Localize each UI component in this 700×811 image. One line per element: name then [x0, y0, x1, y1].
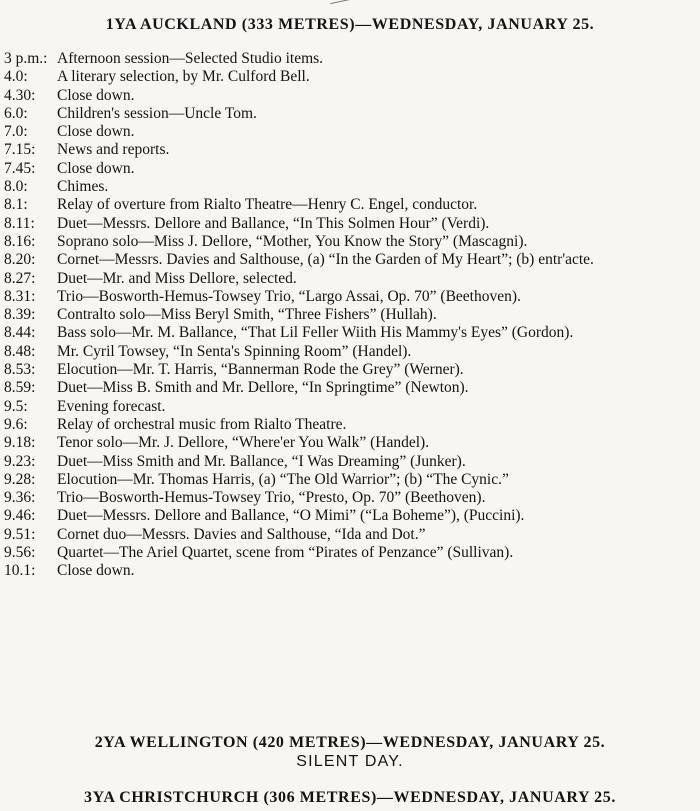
schedule-time: 9.18:: [4, 434, 36, 452]
schedule-text: Elocution—Mr. T. Harris, “Bannerman Rode the Grey” (Werner).: [57, 361, 464, 379]
schedule-time: 8.0:: [4, 178, 28, 196]
schedule-time: 8.16:: [4, 232, 36, 250]
schedule-text: Duet—Messrs. Dellore and Ballance, “In This Solmen Hour” (Verdi).: [57, 214, 490, 232]
schedule-text: Contralto solo—Miss Beryl Smith, “Three Fishers” (Hullah).: [57, 306, 437, 324]
schedule-text: Evening forecast.: [57, 397, 166, 415]
schedule-time: 4.0:: [4, 68, 28, 86]
schedule-text: Relay of overture from Rialto Theatre—Henry C. Engel, conductor.: [57, 196, 478, 214]
schedule-item: [4, 141, 694, 159]
schedule-text: Close down.: [57, 562, 135, 580]
schedule-text: Chimes.: [57, 178, 109, 196]
station2-note: SILENT DAY.: [296, 753, 404, 770]
schedule-item: [4, 379, 694, 397]
schedule-item: [4, 178, 694, 196]
schedule-time: 9.23:: [4, 452, 36, 470]
schedule-time: 9.5:: [4, 397, 28, 415]
schedule-time: 8.20:: [4, 251, 36, 269]
schedule-time: 8.44:: [4, 324, 36, 342]
schedule-time: 6.0:: [4, 104, 28, 122]
schedule-item: [4, 306, 694, 324]
schedule-item: [4, 562, 694, 580]
schedule-time: 9.56:: [4, 544, 36, 562]
schedule-item: [4, 270, 694, 288]
schedule-item: [4, 160, 694, 178]
schedule-item: [4, 87, 694, 105]
schedule-text: Close down.: [57, 159, 135, 177]
schedule-text: Duet—Messrs. Dellore and Ballance, “O Mimi” (“La Boheme”), (Puccini).: [57, 507, 525, 525]
schedule-item: [4, 324, 694, 342]
schedule-time: 10.1:: [4, 562, 36, 580]
schedule-text: Duet—Mr. and Miss Dellore, selected.: [57, 269, 297, 287]
schedule-text: A literary selection, by Mr. Culford Bell.: [57, 68, 310, 86]
schedule-text: Elocution—Mr. Thomas Harris, (a) “The Old Warrior”; (b) “The Cynic.”: [57, 470, 509, 488]
schedule-item: [4, 434, 694, 452]
schedule-text: Trio—Bosworth-Hemus-Towsey Trio, “Largo Assai, Op. 70” (Beethoven).: [57, 287, 521, 305]
schedule-item: [4, 251, 694, 269]
schedule-text: Duet—Miss B. Smith and Mr. Dellore, “In Springtime” (Newton).: [57, 379, 469, 397]
schedule-time: 8.31:: [4, 287, 36, 305]
schedule-time: 9.51:: [4, 525, 36, 543]
schedule-item: [4, 416, 694, 434]
schedule-item: [4, 123, 694, 141]
schedule-time: 8.11:: [4, 214, 35, 232]
schedule-time: 7.45:: [4, 159, 36, 177]
schedule-time: 8.1:: [4, 196, 28, 214]
schedule-item: [4, 105, 694, 123]
schedule-text: Bass solo—Mr. M. Ballance, “That Lil Feller Wiith His Mammy's Eyes” (Gordon).: [57, 324, 574, 342]
schedule-item: [4, 361, 694, 379]
top-rule: [330, 0, 360, 4]
schedule-item: [4, 398, 694, 416]
schedule-item: [4, 50, 694, 68]
schedule-time: 8.27:: [4, 269, 36, 287]
schedule-text: Children's session—Uncle Tom.: [57, 104, 257, 122]
station1-schedule: [4, 50, 694, 581]
schedule-item: [4, 471, 694, 489]
schedule-time: 7.15:: [4, 141, 36, 159]
schedule-item: [4, 544, 694, 562]
schedule-time: 3 p.m.:: [4, 50, 48, 67]
schedule-item: [4, 453, 694, 471]
schedule-item: [4, 288, 694, 306]
schedule-time: 9.36:: [4, 489, 36, 507]
schedule-text: Cornet duo—Messrs. Davies and Salthouse, “Ida and Dot.”: [57, 525, 426, 543]
schedule-text: Soprano solo—Miss J. Dellore, “Mother, You Know the Story” (Mascagni).: [57, 232, 528, 250]
schedule-time: 8.59:: [4, 379, 36, 397]
schedule-text: Relay of orchestral music from Rialto Theatre.: [57, 415, 347, 433]
schedule-text: Trio—Bosworth-Hemus-Towsey Trio, “Presto, Op. 70” (Beethoven).: [57, 489, 486, 507]
schedule-item: [4, 215, 694, 233]
schedule-text: Tenor solo—Mr. J. Dellore, “Where'er You Walk” (Handel).: [57, 434, 430, 452]
schedule-time: 9.28:: [4, 470, 36, 488]
station1-heading: 1YA AUCKLAND (333 METRES)—WEDNESDAY, JANUARY 25.: [105, 16, 595, 33]
schedule-time: 7.0:: [4, 123, 28, 141]
schedule-item: [4, 196, 694, 214]
schedule-text: News and reports.: [57, 141, 170, 159]
schedule-text: Close down.: [57, 86, 135, 104]
station2-heading: 2YA WELLINGTON (420 METRES)—WEDNESDAY, JANUARY 25.: [94, 734, 606, 751]
schedule-item: [4, 507, 694, 525]
schedule-time: 9.6:: [4, 415, 28, 433]
schedule-time: 4.30:: [4, 86, 36, 104]
station3-heading: 3YA CHRISTCHURCH (306 METRES)—WEDNESDAY, JANUARY 25.: [84, 789, 616, 806]
schedule-text: Cornet—Messrs. Davies and Salthouse, (a) “In the Garden of My Heart”; (b) entr'acte.: [57, 251, 594, 269]
schedule-text: Afternoon session—Selected Studio items.: [57, 50, 324, 67]
schedule-item: [4, 489, 694, 507]
schedule-time: 8.53:: [4, 361, 36, 379]
schedule-text: Quartet—The Ariel Quartet, scene from “Pirates of Penzance” (Sullivan).: [57, 544, 514, 562]
schedule-item: [4, 68, 694, 86]
schedule-text: Close down.: [57, 123, 135, 141]
schedule-text: Duet—Miss Smith and Mr. Ballance, “I Was Dreaming” (Junker).: [57, 452, 466, 470]
schedule-time: 9.46:: [4, 507, 36, 525]
schedule-item: [4, 343, 694, 361]
schedule-item: [4, 526, 694, 544]
schedule-item: [4, 233, 694, 251]
schedule-text: Mr. Cyril Towsey, “In Senta's Spinning Room” (Handel).: [57, 342, 412, 360]
schedule-time: 8.48:: [4, 342, 36, 360]
schedule-time: 8.39:: [4, 306, 36, 324]
